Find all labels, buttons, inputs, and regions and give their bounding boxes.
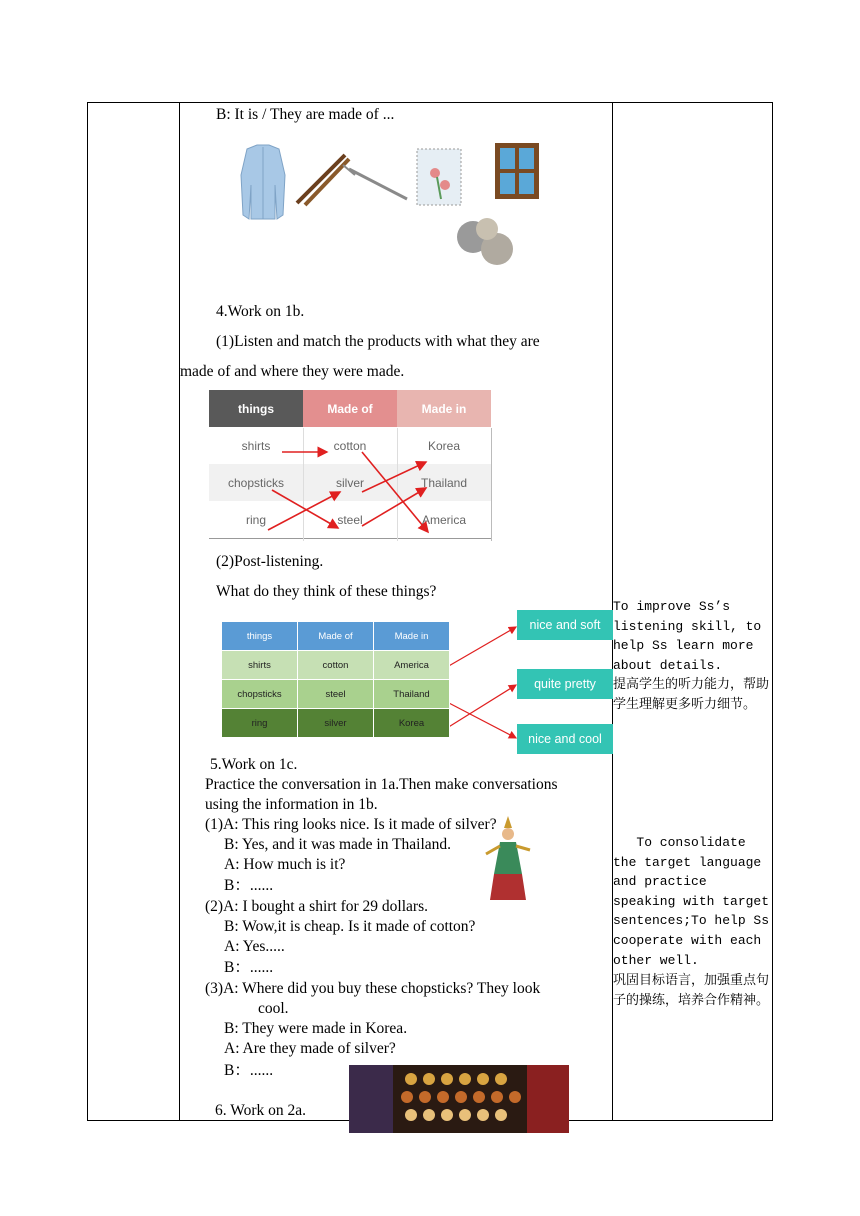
table1-cell: steel	[337, 512, 363, 527]
table2-header: Made in	[374, 622, 450, 651]
intro-line: B: It is / They are made of ...	[216, 106, 395, 123]
conv2-line: (2)A: I bought a shirt for 29 dollars.	[205, 898, 428, 915]
thai-dancer-image	[482, 814, 534, 902]
table1-cell: silver	[335, 475, 364, 490]
table1-cell: America	[421, 512, 466, 527]
step5-title: 5.Work on 1c.	[210, 756, 298, 773]
table1-cell: chopsticks	[227, 475, 285, 490]
step4-title: 4.Work on 1b.	[216, 303, 305, 320]
table1-cell: ring	[245, 512, 266, 527]
table2-cell: ring	[222, 709, 298, 738]
conv3-line: (3)A: Where did you buy these chopsticks? They look	[205, 980, 541, 997]
table1-cell: Thailand	[420, 475, 468, 490]
table2-cell: silver	[298, 709, 374, 738]
note-consolidate-en: To consolidate the target language and practice speaking with target sentences;To help Ss cooperate with each other well.	[613, 835, 770, 968]
table2-cell: Thailand	[374, 680, 450, 709]
step4-sub1-line2: made of and where they were made.	[180, 363, 405, 380]
table1-header: things	[209, 390, 303, 427]
note-consolidate-cn: 巩固目标语言，加强重点句子的操练，培养合作精神。	[613, 973, 770, 1008]
table2-cell: cotton	[298, 651, 374, 680]
option-box: nice and soft	[517, 610, 613, 640]
table2-cell: America	[374, 651, 450, 680]
table2-header: things	[222, 622, 298, 651]
table2-cell: Korea	[374, 709, 450, 738]
table1-header: Made in	[397, 390, 491, 427]
conv2-line: A: Yes.....	[224, 938, 285, 955]
step6-title: 6. Work on 2a.	[215, 1102, 307, 1119]
note-listening-en: To improve Ss’s listening skill, to help Ss learn more about details.	[613, 599, 762, 673]
table2-cell: chopsticks	[222, 680, 298, 709]
table1-header: Made of	[303, 390, 397, 427]
conv3-line: B: They were made in Korea.	[224, 1020, 408, 1037]
conv3-line: A: Are they made of silver?	[224, 1040, 396, 1057]
table1-cell: Korea	[427, 438, 461, 453]
results-table	[221, 621, 450, 738]
table1-cell: shirts	[241, 438, 271, 453]
step5-intro-line1: Practice the conversation in 1a.Then make conversations	[205, 776, 558, 793]
step5-intro-line2: using the information in 1b.	[205, 796, 378, 813]
conv2-line: B: Wow,it is cheap. Is it made of cotton?	[224, 918, 476, 935]
conv1-line: (1)A: This ring looks nice. Is it made of silver?	[205, 816, 497, 833]
table2-header: Made of	[298, 622, 374, 651]
conv3-line: B：......	[224, 1062, 274, 1079]
note-listening-cn: 提高学生的听力能力，帮助学生理解更多听力细节。	[613, 677, 770, 712]
option-box: quite pretty	[517, 669, 613, 699]
table1-cell: cotton	[333, 438, 367, 453]
step4-question: What do they think of these things?	[216, 583, 437, 600]
conv3-line: cool.	[258, 1000, 289, 1017]
conv1-line: B：......	[224, 877, 274, 894]
step4-sub1-line1: (1)Listen and match the products with what they are	[216, 333, 540, 350]
table2-cell: shirts	[222, 651, 298, 680]
conv2-line: B：......	[224, 959, 274, 976]
food-collage-image	[349, 1065, 569, 1133]
step4-sub2: (2)Post-listening.	[216, 553, 324, 570]
conv1-line: B: Yes, and it was made in Thailand.	[224, 836, 452, 853]
option-box: nice and cool	[517, 724, 613, 754]
table2-cell: steel	[298, 680, 374, 709]
conv1-line: A: How much is it?	[224, 856, 346, 873]
